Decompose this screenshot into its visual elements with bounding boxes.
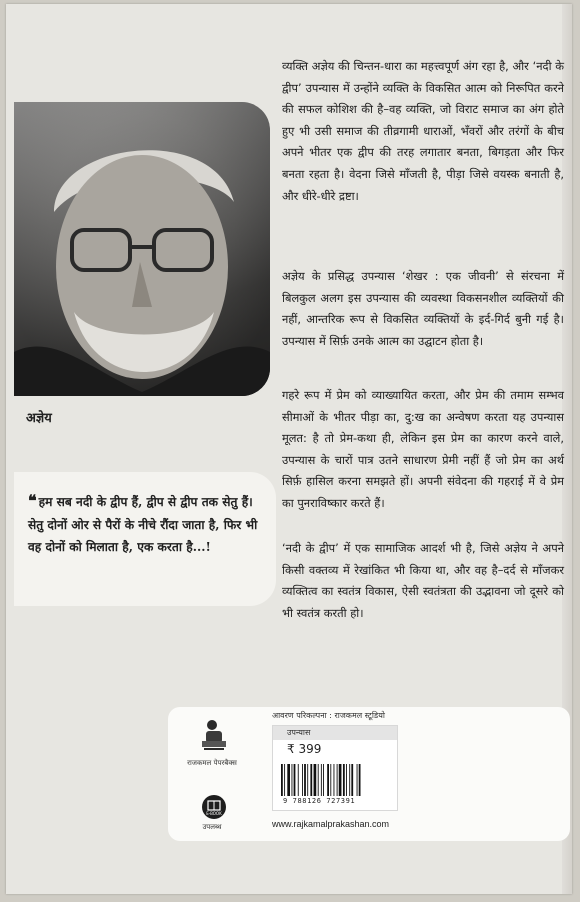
ebook-badge-text: E-BOOK xyxy=(206,811,222,816)
quote-text: हम सब नदी के द्वीप हैं, द्वीप से द्वीप तक सेतु हैं। सेतु दोनों ओर से पैरों के नीचे रौंदा जाता है, फिर भी वह दोनों को मिलाता है, एक करता है...! xyxy=(28,495,258,555)
publisher-card xyxy=(168,707,570,841)
barcode-bar xyxy=(339,764,342,796)
barcode-bar xyxy=(304,764,306,796)
book-back-cover xyxy=(6,4,572,894)
barcode-bar xyxy=(318,764,319,796)
barcode-bar xyxy=(349,764,350,796)
ebook-icon xyxy=(202,795,226,819)
cover-design-credit: आवरण परिकल्पना : राजकमल स्टूडियो xyxy=(272,711,385,720)
genre-label: उपन्यास xyxy=(273,726,397,740)
publisher-logos xyxy=(168,707,256,841)
price-barcode-panel xyxy=(272,725,398,811)
quote-mark-icon: ❝ xyxy=(28,491,37,510)
blurb-paragraph: व्यक्ति अज्ञेय की चिन्तन-धारा का महत्त्वपूर्ण अंग रहा है, और ‘नदी के द्वीप’ उपन्यास में उन्होंने व्यक्ति के विकसित आत्म को निरूपित करने की सफल कोशिश की है–वह व्यक्ति, जो विराट समाज का अंग होते हुए भी उसी समाज की तीव्रगामी धाराओं, भँवरों और तरंगों के बीच अपने भीतर एक द्वीप की तरह लगातार बनता, बिगड़ता और फिर बनता रहता है। वेदना जिसे माँजती है, पीड़ा जिसे वयस्क बनाती है, और धीरे-धीरे द्रष्टा। xyxy=(282,59,564,203)
author-photo xyxy=(14,102,270,396)
price: ₹ 399 xyxy=(287,742,322,756)
blurb-paragraph: गहरे रूप में प्रेम को व्याख्यायित करता, और प्रेम की तमाम सम्भव सीमाओं के भीतर पीड़ा का, दु:ख का अन्वेषण करता यह उपन्यास मूलत: है तो प्रेम-कथा ही, लेकिन इस प्रेम का कारण करने वाले, उपन्यास के चारों पात्र उतने साधारण प्रेमी नहीं हैं जो प्रेम का अर्थ सिर्फ़ हासिल करना समझते हों। अपनी संवेदना की गहराई में वे प्रेम का पुनराविष्कार करते हैं। xyxy=(282,388,564,510)
barcode-bar xyxy=(327,764,329,796)
barcode-bar xyxy=(351,764,353,796)
isbn: 9 788126 727391 xyxy=(283,797,356,805)
barcode-bar xyxy=(334,764,335,796)
barcode-bar xyxy=(314,764,317,796)
blurb-paragraph: अज्ञेय के प्रसिद्ध उपन्यास ‘शेखर : एक जीवनी’ से संरचना में बिलकुल अलग इस उपन्यास की व्यवस्था विकसनशील व्यक्तियों की नहीं, आन्तरिक रूप से विकसित व्यक्तियों के इर्द-गिर्द बुनी गई है। उपन्यास में सिर्फ़ उनके आत्म का उद्घाटन होता है। xyxy=(282,269,564,348)
barcode-bar xyxy=(357,764,358,796)
barcode-bar xyxy=(284,764,285,796)
rajkamal-paperbacks-logo-icon xyxy=(198,719,230,753)
author-portrait-illustration xyxy=(14,102,270,396)
author-name: अज्ञेय xyxy=(26,411,52,426)
publisher-website: www.rajkamalprakashan.com xyxy=(272,819,390,829)
blurb-paragraph: ‘नदी के द्वीप’ में एक सामाजिक आदर्श भी है, जिसे अज्ञेय ने अपने किसी वक्तव्य में रेखांकित भी किया था, और वह है–दर्द से माँजकर व्यक्तित्व का स्वतंत्र विकास, ऐसी स्वतंत्रता की उद्भावना जो दूसरे को भी स्वतंत्र करती हो। xyxy=(282,541,564,620)
barcode-bar xyxy=(281,764,283,796)
author-quote xyxy=(28,490,266,559)
barcode-bar xyxy=(298,764,299,796)
barcode-bar xyxy=(321,764,322,796)
barcode-bar xyxy=(346,764,347,796)
barcode-bar xyxy=(343,764,345,796)
barcode-bar xyxy=(337,764,338,796)
barcode-bar xyxy=(302,764,303,796)
barcode-bar xyxy=(330,764,331,796)
barcode-bar xyxy=(307,764,308,796)
barcode-bar xyxy=(292,764,293,796)
barcode-bar xyxy=(310,764,312,796)
barcode xyxy=(279,764,391,796)
quote-card xyxy=(14,472,276,606)
barcode-bar xyxy=(359,764,361,796)
barcode-bar xyxy=(294,764,296,796)
ebook-available-label: उपलब्ध xyxy=(202,823,222,831)
barcode-bar xyxy=(323,764,324,796)
publisher-logo-label: राजकमल पेपरबैक्स xyxy=(187,759,237,767)
barcode-bar xyxy=(287,764,290,796)
